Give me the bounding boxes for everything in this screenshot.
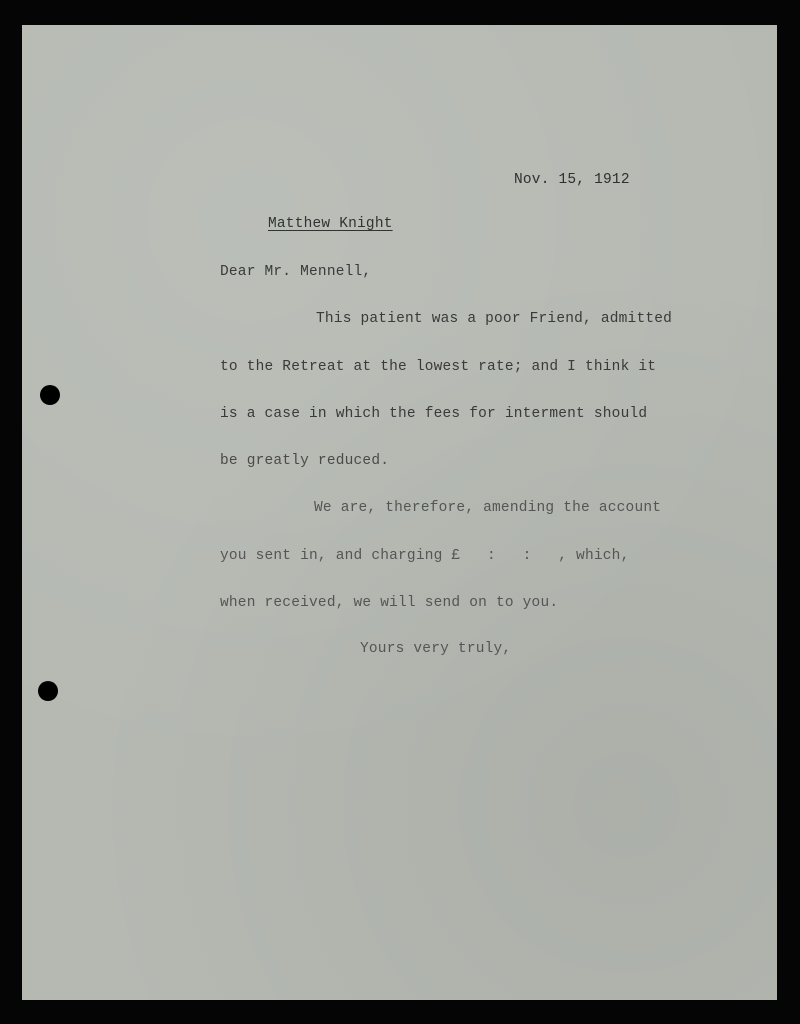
punch-hole-top — [40, 385, 60, 405]
body-line: you sent in, and charging £ : : , which, — [220, 548, 630, 564]
letter-salutation: Dear Mr. Mennell, — [220, 264, 372, 280]
body-line: This patient was a poor Friend, admitted — [316, 311, 673, 327]
body-line: be greatly reduced. — [220, 453, 390, 469]
letter-closing: Yours very truly, — [360, 641, 512, 657]
body-line: when received, we will send on to you. — [220, 595, 559, 611]
body-line: We are, therefore, amending the account — [314, 500, 662, 516]
letter-subject: Matthew Knight — [268, 216, 393, 232]
punch-hole-bottom — [38, 681, 58, 701]
letter-date: Nov. 15, 1912 — [514, 172, 630, 188]
body-line: to the Retreat at the lowest rate; and I think it — [220, 359, 657, 375]
body-line: is a case in which the fees for interment should — [220, 406, 648, 422]
